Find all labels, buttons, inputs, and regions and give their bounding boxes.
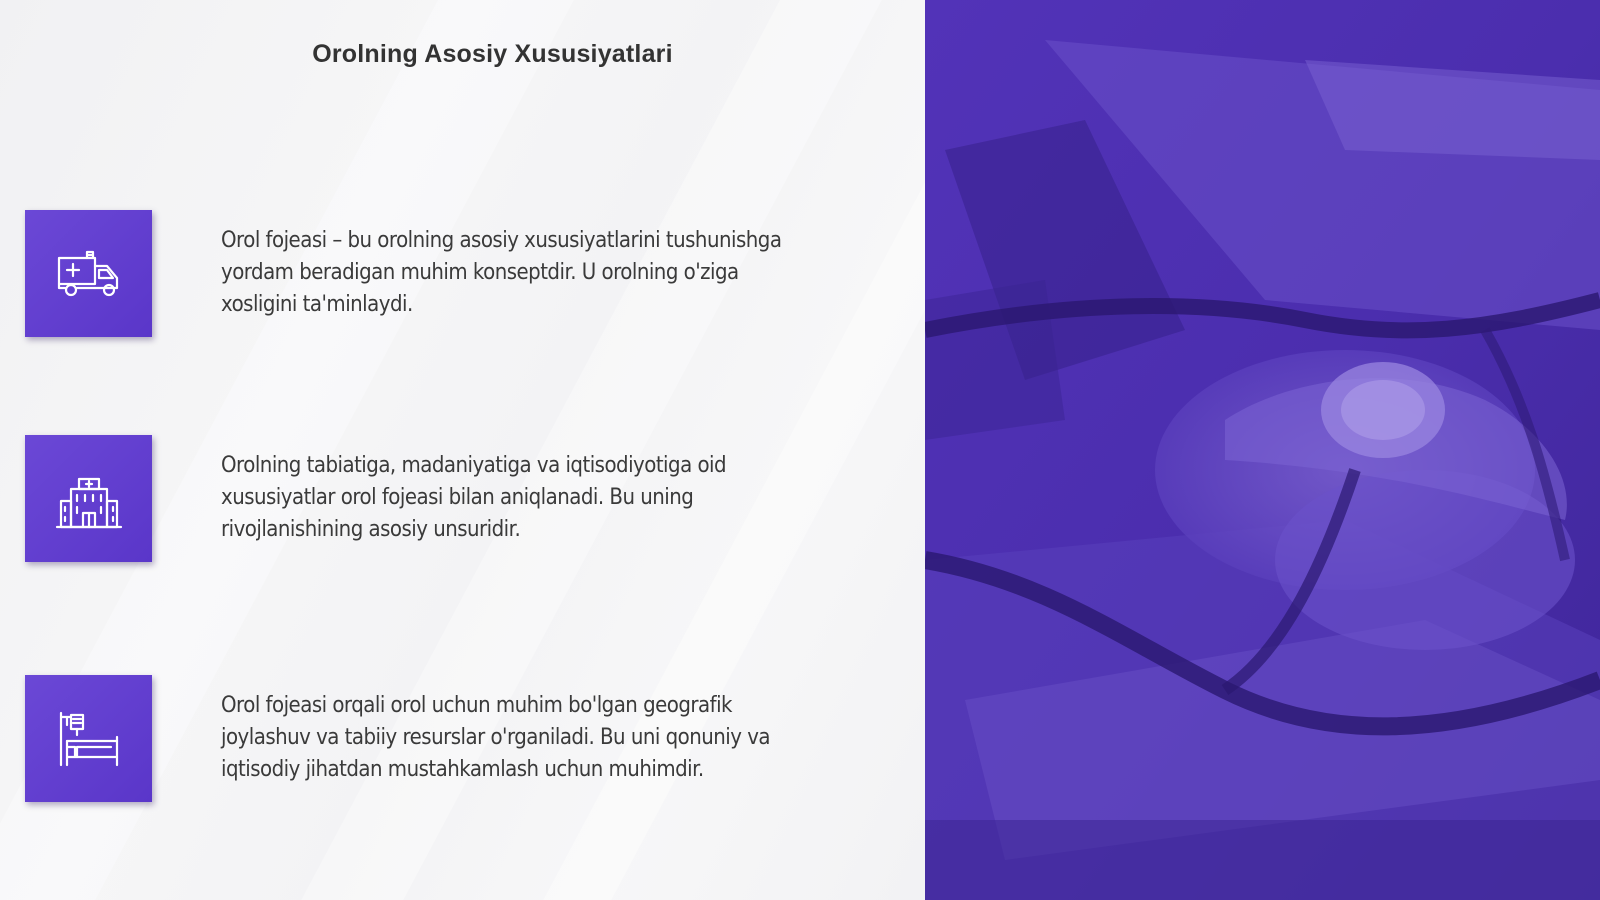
stethoscope-photo (925, 0, 1600, 900)
hospital-bed-iv-icon (53, 703, 125, 775)
feature-text: Orol fojeasi orqali orol uchun muhim bo'lgan geografik joylashuv va tabiiy resurslar o'rganiladi. Bu uni qonuniy va iqtisodiy jihatdan mustahkamlash uchun muhimdir. (221, 692, 771, 782)
photo-illustration (925, 0, 1600, 900)
hospital-icon (53, 463, 125, 535)
feature-icon-box (25, 435, 152, 562)
ambulance-icon (53, 238, 125, 310)
feature-item (25, 435, 845, 563)
feature-text: Orol fojeasi – bu orolning asosiy xususiyatlarini tushunishga yordam beradigan muhim konseptdir. U orolning o'ziga xosligini ta'minlaydi. (221, 227, 782, 317)
feature-icon-box (25, 675, 152, 802)
feature-item (25, 210, 845, 338)
feature-icon-box (25, 210, 152, 337)
feature-text: Orolning tabiatiga, madaniyatiga va iqtisodiyotiga oid xususiyatlar orol fojeasi bilan aniqlanadi. Bu uning rivojlanishining asosiy unsuridir. (221, 452, 727, 542)
slide-title: Orolning Asosiy Xususiyatlari (312, 40, 673, 68)
feature-item (25, 675, 845, 803)
